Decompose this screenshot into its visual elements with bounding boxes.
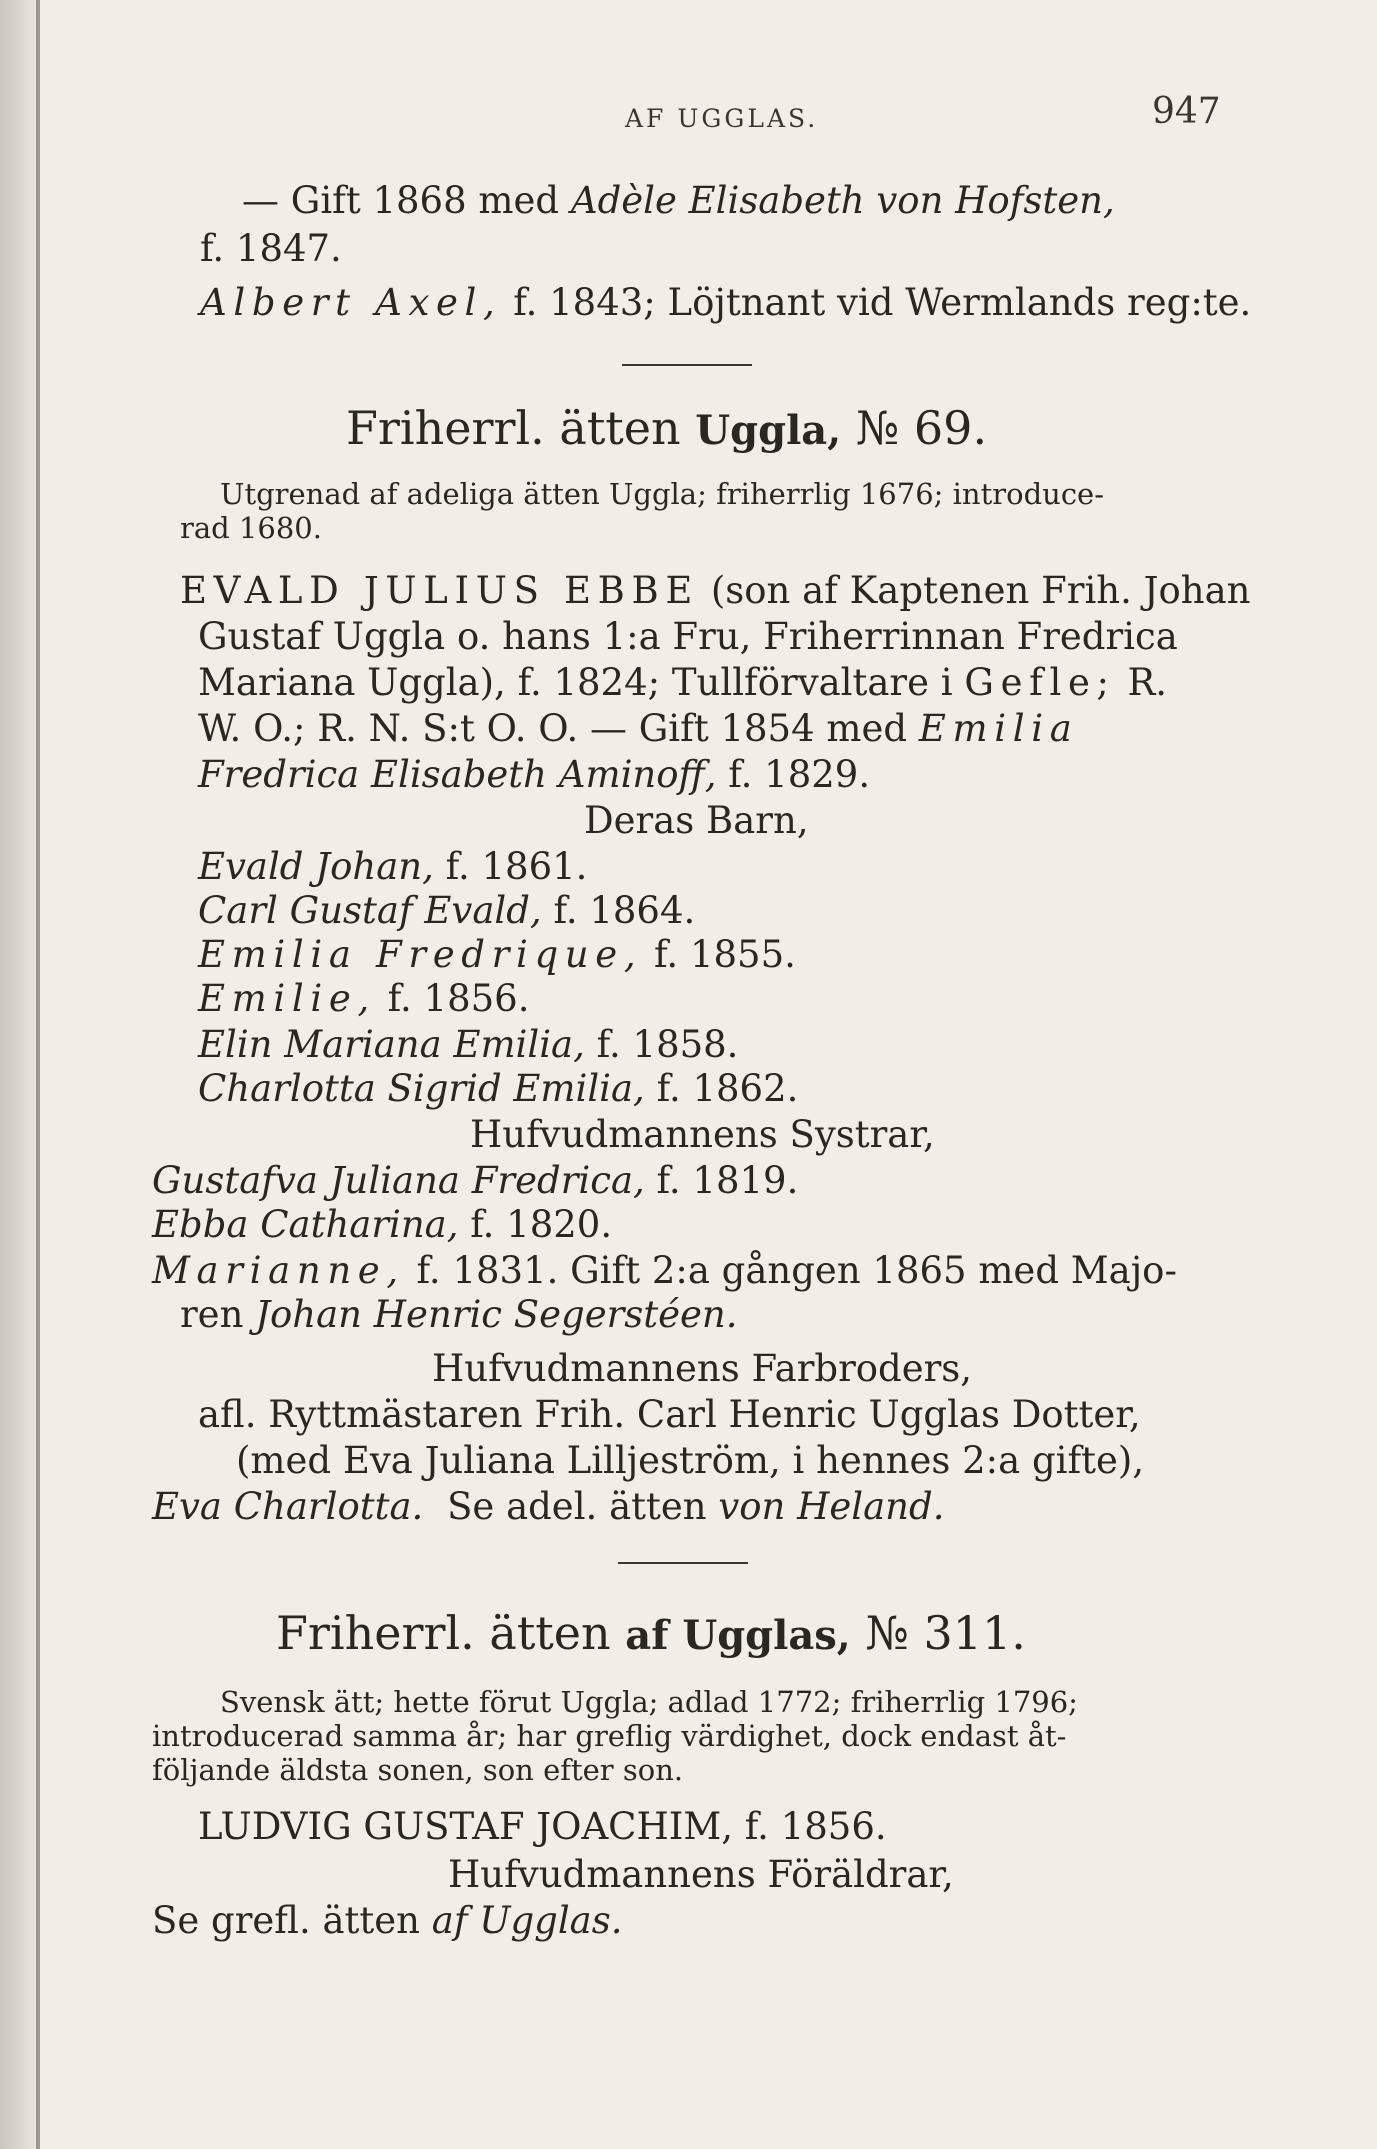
sister-entry: Gustafva Juliana Fredrica, f. 1819. (152, 1159, 799, 1202)
child-entry: Carl Gustaf Evald, f. 1864. (198, 889, 696, 932)
section2-description-line-3: följande äldsta sonen, son efter son. (152, 1753, 684, 1787)
marianne-entry-line-2: ren Johan Henric Segerstéen. (180, 1293, 738, 1336)
section2-description-line-1: Svensk ätt; hette förut Uggla; adlad 1772; friherrlig 1796; (220, 1685, 1078, 1719)
continuation-line-1: — Gift 1868 med Adèle Elisabeth von Hofsten, (242, 179, 1115, 222)
section-title-uggla: Friherrl. ätten Uggla, № 69. (346, 401, 988, 455)
head-of-family-line-1: EVALD JULIUS EBBE (son af Kaptenen Frih. Johan (180, 569, 1251, 612)
child-entry: Evald Johan, f. 1861. (198, 845, 588, 888)
sister-entry: Ebba Catharina, f. 1820. (152, 1203, 613, 1246)
children-heading: Deras Barn, (584, 799, 809, 842)
parents-heading: Hufvudmannens Föräldrar, (448, 1853, 954, 1896)
section-title-af-ugglas: Friherrl. ätten af Ugglas, № 311. (276, 1606, 1026, 1660)
section2-description-line-2: introducerad samma år; har greflig värdighet, dock endast åt- (152, 1719, 1067, 1753)
section1-description-line-2: rad 1680. (180, 511, 322, 545)
child-entry: Emilia Fredrique, f. 1855. (198, 933, 796, 976)
child-entry: Charlotta Sigrid Emilia, f. 1862. (198, 1067, 799, 1110)
head-of-family-line-4: W. O.; R. N. S:t O. O. — Gift 1854 med Emilia (198, 707, 1079, 750)
section1-description-line-1: Utgrenad af adeliga ätten Uggla; friherrlig 1676; introduce- (220, 477, 1105, 511)
cousins-heading: Hufvudmannens Farbroders, (432, 1347, 973, 1390)
marianne-entry-line-1: Marianne, f. 1831. Gift 2:a gången 1865 med Majo- (152, 1249, 1177, 1292)
albert-entry: Albert Axel, f. 1843; Löjtnant vid Wermlands reg:te. (200, 281, 1252, 324)
cousin-line-2: (med Eva Juliana Lilljeström, i hennes 2:a gifte), (236, 1439, 1145, 1482)
cousin-name-line: Eva Charlotta. Se adel. ätten von Heland. (152, 1485, 945, 1528)
sisters-heading: Hufvudmannens Systrar, (470, 1113, 935, 1156)
head-of-family-line-5: Fredrica Elisabeth Aminoff, f. 1829. (198, 753, 871, 796)
section-divider (618, 1562, 748, 1564)
continuation-line-2: f. 1847. (200, 227, 342, 270)
parents-reference: Se grefl. ätten af Ugglas. (152, 1899, 623, 1942)
head-of-family-line-2: Gustaf Uggla o. hans 1:a Fru, Friherrinnan Fredrica (198, 615, 1178, 658)
book-spine-shadow (0, 0, 38, 2149)
page (40, 0, 1377, 2149)
cousin-line-1: afl. Ryttmästaren Frih. Carl Henric Ugglas Dotter, (198, 1393, 1141, 1436)
child-entry: Elin Mariana Emilia, f. 1858. (198, 1023, 739, 1066)
child-entry: Emilie, f. 1856. (198, 977, 530, 1020)
page-number: 947 (1152, 91, 1221, 132)
head-of-family-line-3: Mariana Uggla), f. 1824; Tullförvaltare i Gefle; R. (198, 661, 1168, 704)
running-header-title: AF UGGLAS. (625, 104, 819, 133)
section2-head-of-family: LUDVIG GUSTAF JOACHIM, f. 1856. (198, 1805, 887, 1848)
section-divider (622, 364, 752, 366)
